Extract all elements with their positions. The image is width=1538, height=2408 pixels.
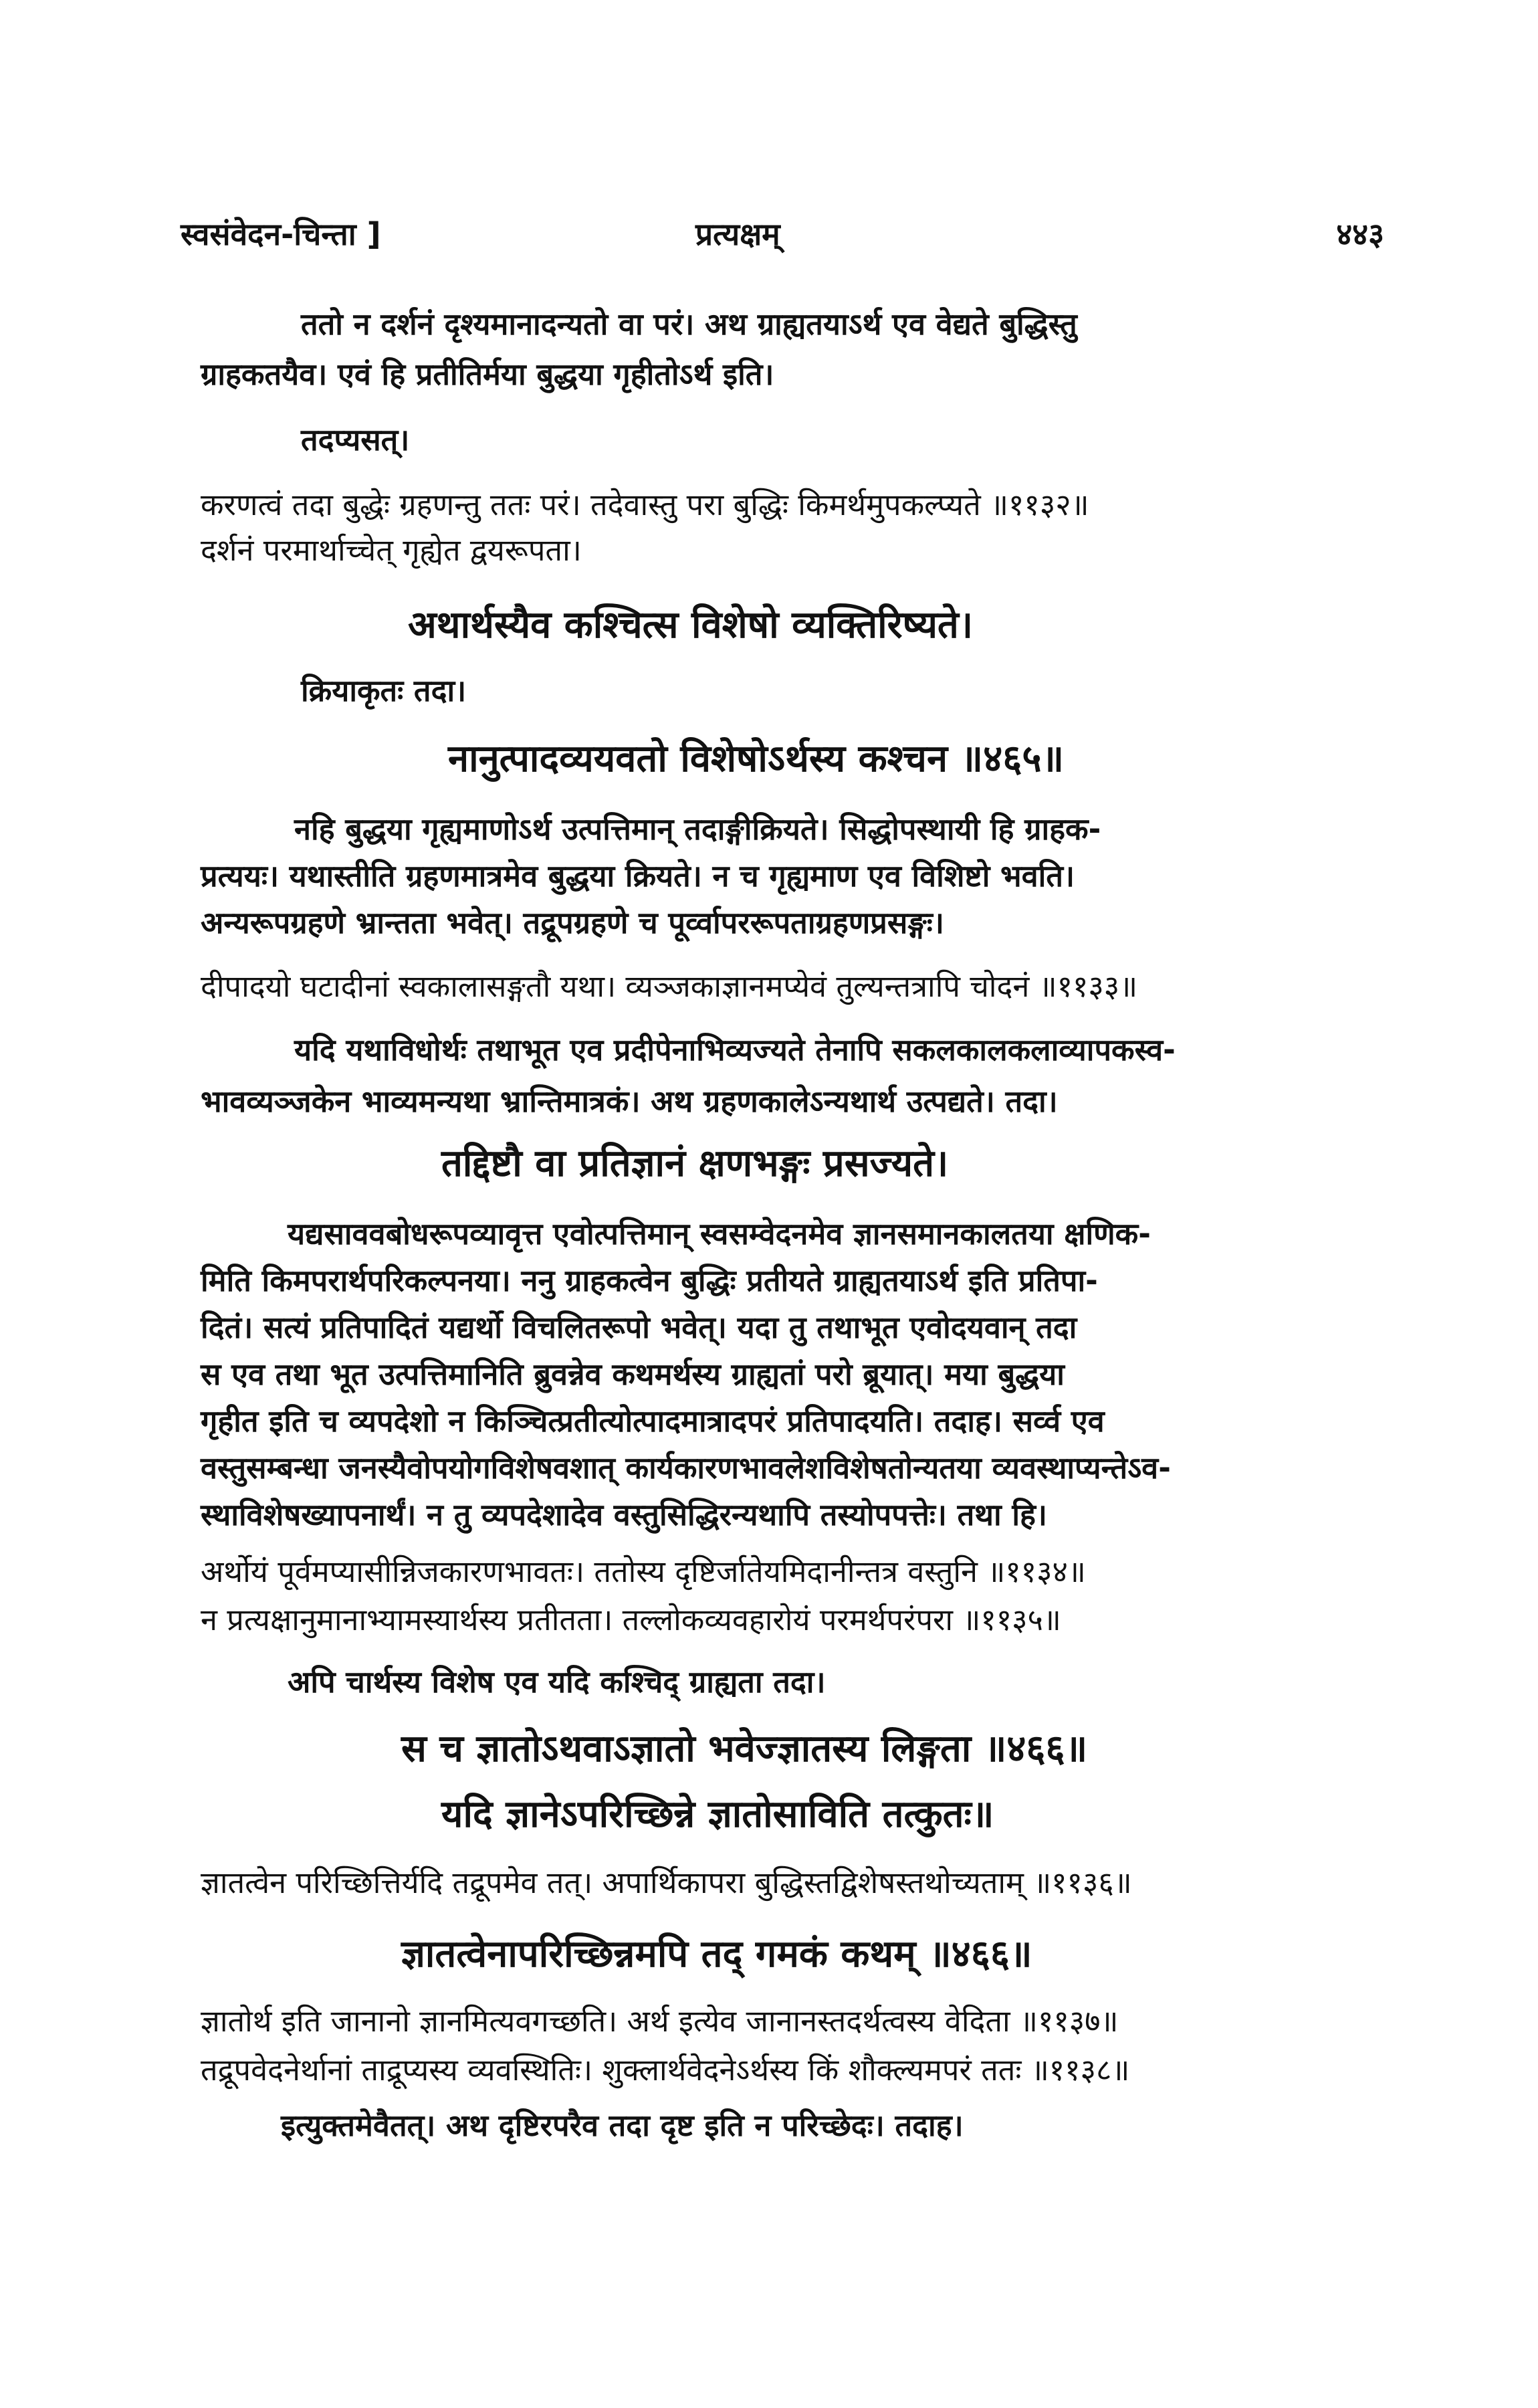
text-line: अन्यरूपग्रहणे भ्रान्तता भवेत्। तद्रूपग्रहणे च पूर्व्वापररूपताग्रहणप्रसङ्गः। bbox=[201, 905, 944, 940]
karika-line: अथार्थस्यैव कश्चित्स विशेषो व्यक्तिरिष्यते। bbox=[408, 603, 974, 647]
verse-line: दर्शनं परमार्थाच्चेत् गृह्येत द्वयरूपता। bbox=[201, 532, 582, 568]
karika-line: नानुत्पादव्ययवतो विशेषोऽर्थस्य कश्चन ॥४६५॥ bbox=[448, 737, 1065, 781]
verse-line: ज्ञातोर्थ इति जानानो ज्ञानमित्यवगच्छति। अर्थ इत्येव जानानस्तदर्थत्वस्य वेदिता ॥११३७॥ bbox=[201, 2003, 1119, 2039]
karika-line: ज्ञातत्वेनापरिच्छिन्नमपि तद् गमकं कथम् ॥४६६॥ bbox=[401, 1932, 1032, 1976]
text-line: क्रियाकृतः तदा। bbox=[301, 673, 467, 708]
text-line: ग्राहकतयैव। एवं हि प्रतीतिर्मया बुद्धया गृहीतोऽर्थ इति। bbox=[201, 357, 774, 392]
text-line: तदप्यसत्। bbox=[301, 422, 410, 458]
page-number: ४४३ bbox=[1336, 216, 1384, 252]
text-line: ततो न दर्शनं दृश्यमानादन्यतो वा परं। अथ ग्राह्यतयाऽर्थ एव वेद्यते बुद्धिस्तु bbox=[301, 306, 1077, 342]
karika-line: यदि ज्ञानेऽपरिच्छिन्ने ज्ञातोसाविति तत्कुतः॥ bbox=[441, 1793, 994, 1836]
text-line: अपि चार्थस्य विशेष एव यदि कश्चिद् ग्राह्यता तदा। bbox=[288, 1664, 826, 1700]
text-line: स्थाविशेषख्यापनार्थं। न तु व्यपदेशादेव वस्तुसिद्धिरन्यथापि तस्योपपत्तेः। तथा हि। bbox=[201, 1497, 1047, 1532]
karika-line: स च ज्ञातोऽथवाऽज्ञातो भवेज्ज्ञातस्य लिङ्गता ॥४६६॥ bbox=[401, 1727, 1088, 1771]
text-line: यद्यसाववबोधरूपव्यावृत्त एवोत्पत्तिमान् स्वसम्वेदनमेव ज्ञानसमानकालतया क्षणिक- bbox=[288, 1216, 1151, 1251]
verse-line: न प्रत्यक्षानुमानाभ्यामस्यार्थस्य प्रतीतता। तल्लोकव्यवहारोयं परमर्थपरंपरा ॥११३५॥ bbox=[201, 1602, 1061, 1637]
section-title: स्वसंवेदन-चिन्ता ] bbox=[181, 216, 381, 252]
text-line: गृहीत इति च व्यपदेशो न किञ्चित्प्रतीत्योत्पादमात्रादपरं प्रतिपादयति। तदाह। सर्व्व एव bbox=[201, 1403, 1105, 1439]
text-line: स एव तथा भूत उत्पत्तिमानिति ब्रुवन्नेव कथमर्थस्य ग्राह्यतां परो ब्रूयात्। मया बुद्धया bbox=[201, 1357, 1065, 1392]
verse-line: अर्थोयं पूर्वमप्यासीन्निजकारणभावतः। ततोस्य दृष्टिर्जातेयमिदानीन्तत्र वस्तुनि ॥११३४॥ bbox=[201, 1554, 1086, 1589]
verse-line: दीपादयो घटादीनां स्वकालासङ्गतौ यथा। व्यञ्जकाज्ञानमप्येवं तुल्यन्तत्रापि चोदनं ॥११३३॥ bbox=[201, 969, 1138, 1004]
text-line: नहि बुद्धया गृह्यमाणोऽर्थ उत्पत्तिमान् तदाङ्गीक्रियते। सिद्धोपस्थायी हि ग्राहक- bbox=[294, 811, 1101, 847]
karika-line: तद्दिष्टौ वा प्रतिज्ञानं क्षणभङ्गः प्रसज्यते। bbox=[441, 1142, 949, 1185]
text-line: भावव्यञ्जकेन भाव्यमन्यथा भ्रान्तिमात्रकं। अथ ग्रहणकालेऽन्यथार्थ उत्पद्यते। तदा। bbox=[201, 1084, 1058, 1119]
text-line: यदि यथाविधोर्थः तथाभूत एव प्रदीपेनाभिव्यज्यते तेनापि सकलकालकलाव्यापकस्व- bbox=[294, 1032, 1176, 1068]
text-line: वस्तुसम्बन्धा जनस्यैवोपयोगविशेषवशात् कार्यकारणभावलेशविशेषतोन्यतया व्यवस्थाप्यन्तेऽव- bbox=[201, 1450, 1171, 1486]
running-header bbox=[174, 213, 1384, 266]
text-line: दितं। सत्यं प्रतिपादितं यद्यर्थो विचलितरूपो भवेत्। यदा तु तथाभूत एवोदयवान् तदा bbox=[201, 1310, 1077, 1345]
chapter-title: प्रत्यक्षम् bbox=[695, 216, 780, 252]
text-line: इत्युक्तमेवैतत्। अथ दृष्टिरपरैव तदा दृष्ट इति न परिच्छेदः। तदाह। bbox=[281, 2108, 964, 2143]
verse-line: ज्ञातत्वेन परिच्छित्तिर्यदि तद्रूपमेव तत्। अपार्थिकापरा बुद्धिस्तद्विशेषस्तथोच्यताम् ॥११३६॥ bbox=[201, 1865, 1132, 1900]
verse-line: करणत्वं तदा बुद्धेः ग्रहणन्तु ततः परं। तदेवास्तु परा बुद्धिः किमर्थमुपकल्प्यते ॥११३२॥ bbox=[201, 487, 1089, 522]
text-line: प्रत्ययः। यथास्तीति ग्रहणमात्रमेव बुद्धया क्रियते। न च गृह्यमाण एव विशिष्टो भवति। bbox=[201, 858, 1075, 894]
text-line: मिति किमपरार्थपरिकल्पनया। ननु ग्राहकत्वेन बुद्धिः प्रतीयते ग्राह्यतयाऽर्थ इति प्रतिपा- bbox=[201, 1263, 1098, 1298]
verse-line: तद्रूपवेदनेर्थानां ताद्रूप्यस्य व्यवस्थितिः। शुक्लार्थवेदनेऽर्थस्य किं शौक्ल्यमपरं ततः ॥११३८॥ bbox=[201, 2052, 1130, 2088]
